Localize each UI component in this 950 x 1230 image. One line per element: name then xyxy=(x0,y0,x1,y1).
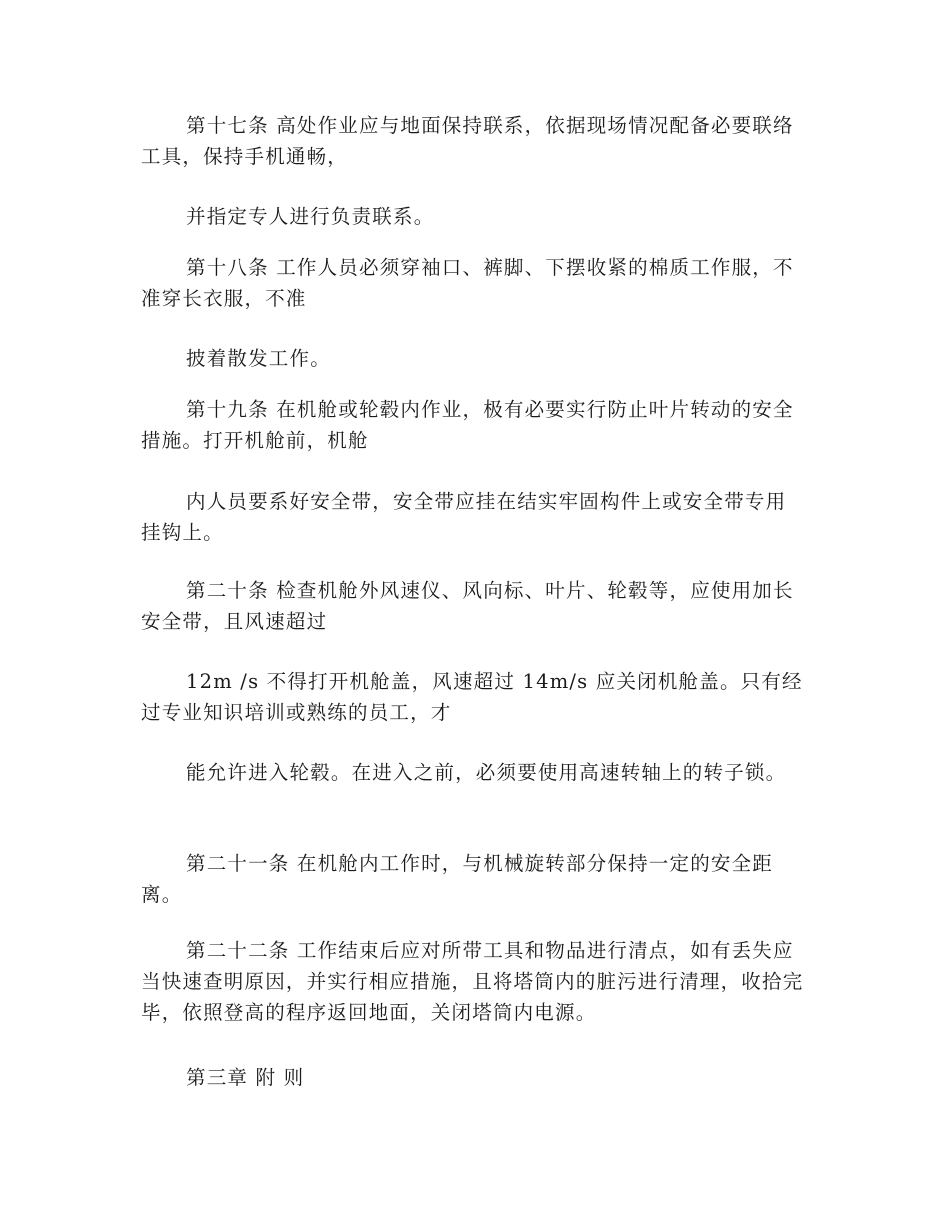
paragraph-article-18-cont: 披着散发工作。 xyxy=(186,347,331,370)
paragraph-article-20: 第二十条 检查机舱外风速仪、风向标、叶片、轮毂等，应使用加长安全带，且风速超过 xyxy=(141,579,794,633)
paragraph-article-22: 第二十二条 工作结束后应对所带工具和物品进行清点，如有丢失应当快速查明原因，并实行相应措施，且将塔筒内的脏污进行清理，收拾完毕，依照登高的程序返回地面，关闭塔筒内电源。 xyxy=(141,939,804,1024)
chapter-heading: 第三章 附 则 xyxy=(186,1066,305,1089)
paragraph-article-17-cont: 并指定专人进行负责联系。 xyxy=(186,205,435,228)
paragraph-article-20-cont-2: 能允许进入轮毂。在进入之前，必须要使用高速转轴上的转子锁。 xyxy=(186,761,787,784)
paragraph-article-20-cont: 12m /s 不得打开机舱盖，风速超过 14m/s 应关闭机舱盖。只有经过专业知识培训或熟练的员工，才 xyxy=(141,670,803,724)
paragraph-article-17: 第十七条 高处作业应与地面保持联系，依据现场情况配备必要联络工具，保持手机通畅， xyxy=(141,114,794,168)
paragraph-article-18: 第十八条 工作人员必须穿袖口、裤脚、下摆收紧的棉质工作服，不准穿长衣服，不准 xyxy=(141,256,794,310)
paragraph-article-19: 第十九条 在机舱或轮毂内作业，极有必要实行防止叶片转动的安全措施。打开机舱前，机舱 xyxy=(141,398,794,452)
paragraph-article-21: 第二十一条 在机舱内工作时，与机械旋转部分保持一定的安全距离。 xyxy=(141,852,773,906)
paragraph-article-19-cont: 内人员要系好安全带，安全带应挂在结实牢固构件上或安全带专用挂钩上。 xyxy=(141,490,787,544)
